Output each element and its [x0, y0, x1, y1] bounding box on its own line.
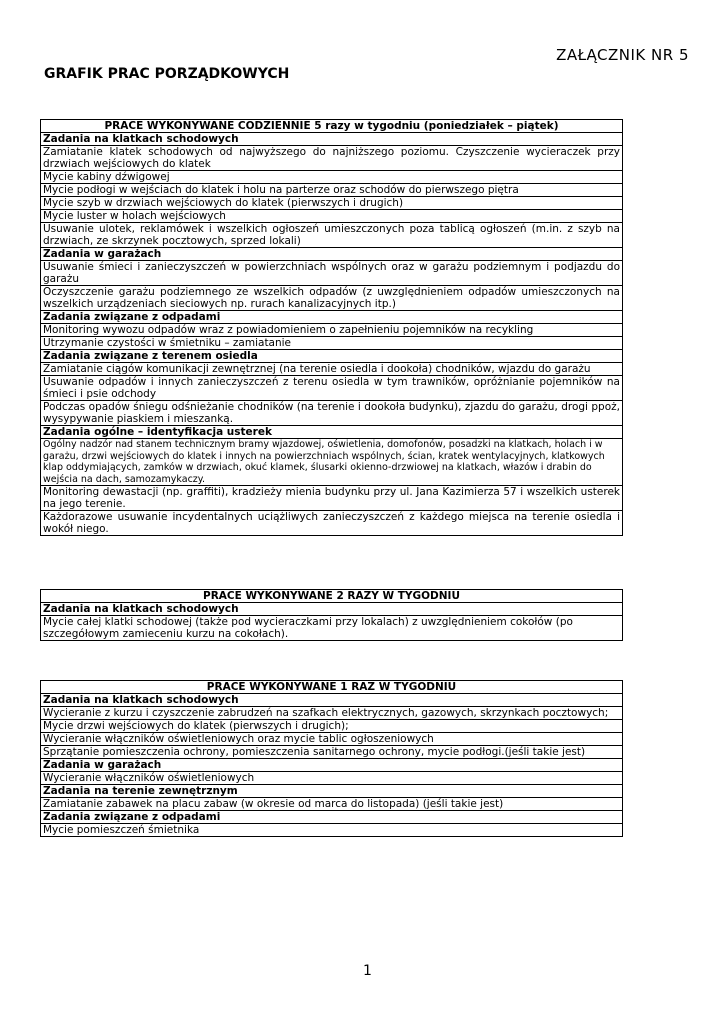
task-row: Usuwanie śmieci i zanieczyszczeń w powierzchniach wspólnych oraz w garażu podziemnym i podjazdu do garażu: [41, 261, 623, 286]
task-row: Wycieranie z kurzu i czyszczenie zabrudzeń na szafkach elektrycznych, gazowych, skrzynkach pocztowych;: [41, 707, 623, 720]
task-row: Mycie luster w holach wejściowych: [41, 210, 623, 223]
task-row: Usuwanie odpadów i innych zanieczyszczeń z terenu osiedla w tym trawników, opróżnianie pojemników na śmieci i psie odchody: [41, 376, 623, 401]
twice-weekly-table: [40, 589, 623, 641]
task-row: Mycie drzwi wejściowych do klatek (pierwszych i drugich);: [41, 720, 623, 733]
weekly-table: [40, 680, 623, 837]
section-header: Zadania na terenie zewnętrznym: [41, 785, 623, 798]
task-row: Monitoring wywozu odpadów wraz z powiadomieniem o zapełnieniu pojemników na recykling: [41, 324, 623, 337]
table-heading: PRACE WYKONYWANE CODZIENNIE 5 razy w tygodniu (poniedziałek – piątek): [41, 120, 623, 133]
section-header: Zadania związane z odpadami: [41, 811, 623, 824]
task-row: Ogólny nadzór nad stanem technicznym bramy wjazdowej, oświetlenia, domofonów, posadzki na klatkach, holach i w garażu, drzwi wejściowych do klatek i innych na powierzchniach wspólnych, ścian, kratek wentylacyjnych, klatkowych klap oddymiających, zamków w drzwiach, okuć klamek, ślusarki okienno-drzwiowej na klatkach, włazów i drabin do wejścia na dach, samozamykaczy.: [41, 439, 623, 486]
task-row: Mycie szyb w drzwiach wejściowych do klatek (pierwszych i drugich): [41, 197, 623, 210]
section-header: Zadania na klatkach schodowych: [41, 133, 623, 146]
table-heading: PRACE WYKONYWANE 2 RAZY W TYGODNIU: [41, 590, 623, 603]
section-header: Zadania związane z terenem osiedla: [41, 350, 623, 363]
task-row: Usuwanie ulotek, reklamówek i wszelkich ogłoszeń umieszczonych poza tablicą ogłoszeń (m.in. z szyb na drzwiach, ze skrzynek pocztowych, sprzed lokali): [41, 223, 623, 248]
daily-tasks-table: [40, 119, 623, 536]
task-row: Mycie podłogi w wejściach do klatek i holu na parterze oraz schodów do pierwszego piętra: [41, 184, 623, 197]
section-header: Zadania ogólne – identyfikacja usterek: [41, 426, 623, 439]
section-header: Zadania w garażach: [41, 248, 623, 261]
task-row: Zamiatanie ciągów komunikacji zewnętrznej (na terenie osiedla i dookoła) chodników, wjazdu do garażu: [41, 363, 623, 376]
task-row: Oczyszczenie garażu podziemnego ze wszelkich odpadów (z uwzględnieniem odpadów umieszczonych na wszelkich urządzeniach sieciowych np. rurach kanalizacyjnych itp.): [41, 286, 623, 311]
task-row: Wycieranie włączników oświetleniowych oraz mycie tablic ogłoszeniowych: [41, 733, 623, 746]
task-row: Zamiatanie klatek schodowych od najwyższego do najniższego poziomu. Czyszczenie wycieraczek przy drzwiach wejściowych do klatek: [41, 146, 623, 171]
document-title: GRAFIK PRAC PORZĄDKOWYCH: [44, 66, 290, 82]
task-row: Mycie kabiny dźwigowej: [41, 171, 623, 184]
task-row: Mycie całej klatki schodowej (także pod wycieraczkami przy lokalach) z uwzględnieniem cokołów (po szczegółowym zamieceniu kurzu na cokołach).: [41, 616, 623, 641]
task-row: Wycieranie włączników oświetleniowych: [41, 772, 623, 785]
task-row: Podczas opadów śniegu odśnieżanie chodników (na terenie i dookoła budynku), zjazdu do garażu, drogi ppoż, wysypywanie piaskiem i mieszanką.: [41, 401, 623, 426]
task-row: Utrzymanie czystości w śmietniku – zamiatanie: [41, 337, 623, 350]
task-row: Każdorazowe usuwanie incydentalnych uciążliwych zanieczyszczeń z każdego miejsca na terenie osiedla i wokół niego.: [41, 511, 623, 536]
section-header: Zadania na klatkach schodowych: [41, 694, 623, 707]
task-row: Zamiatanie zabawek na placu zabaw (w okresie od marca do listopada) (jeśli takie jest): [41, 798, 623, 811]
section-header: Zadania w garażach: [41, 759, 623, 772]
section-header: Zadania związane z odpadami: [41, 311, 623, 324]
table-heading: PRACE WYKONYWANE 1 RAZ W TYGODNIU: [41, 681, 623, 694]
annex-number: ZAŁĄCZNIK NR 5: [556, 46, 689, 64]
section-header: Zadania na klatkach schodowych: [41, 603, 623, 616]
page-number: 1: [363, 963, 372, 979]
task-row: Monitoring dewastacji (np. graffiti), kradzieży mienia budynku przy ul. Jana Kazimierza 57 i wszelkich usterek na jego terenie.: [41, 486, 623, 511]
task-row: Mycie pomieszczeń śmietnika: [41, 824, 623, 837]
task-row: Sprzątanie pomieszczenia ochrony, pomieszczenia sanitarnego ochrony, mycie podłogi.(jeśli takie jest): [41, 746, 623, 759]
